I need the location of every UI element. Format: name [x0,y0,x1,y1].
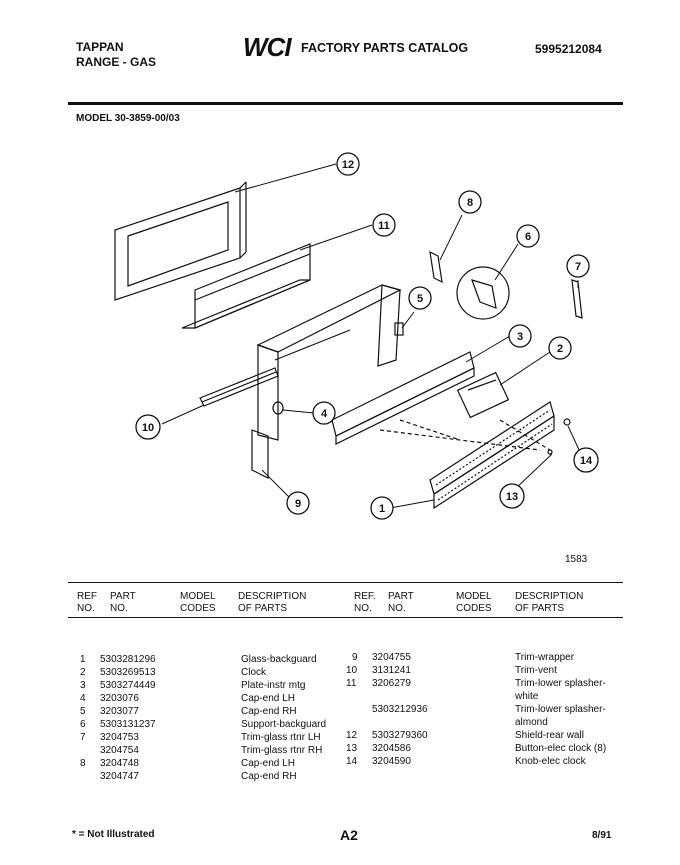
callout-3: 3 [516,331,524,343]
right-desc-header: DESCRIPTION OF PARTS [515,591,584,614]
category: RANGE - GAS [76,55,157,69]
part-8-cap-end [430,252,442,282]
left-part-header: PART NO. [110,591,136,614]
callout-6: 6 [524,231,532,243]
callout-1: 1 [378,503,386,515]
left-model-header: MODEL CODES [180,591,216,614]
left-ref-header: REF NO. [77,591,97,614]
part-10-trim-vent [200,368,278,406]
part-12-shield-rear-wall [115,182,246,300]
diagram-number: 1583 [565,554,588,565]
part-1-glass-backguard [430,402,554,508]
catalog-title: FACTORY PARTS CATALOG [301,41,469,55]
exploded-parts-diagram [100,140,620,540]
not-illustrated-note: * = Not Illustrated [72,829,155,840]
part-13-button-elec-clock [548,450,552,454]
part-7-trim-glass-rtnr [572,280,582,318]
table-top-rule [68,582,623,583]
right-part-header: PART NO. [388,591,414,614]
header-rule [68,102,623,105]
callout-9: 9 [294,498,302,510]
part-14-knob-elec-clock [564,419,570,425]
callout-10: 10 [141,422,155,434]
brand: TAPPAN [76,40,124,54]
table-header-rule [68,617,623,618]
callout-7: 7 [574,261,582,273]
left-desc-header: DESCRIPTION OF PARTS [238,591,307,614]
revision-date: 8/91 [592,830,612,841]
part-2-clock [458,373,509,418]
catalog-number: 5995212084 [535,42,602,56]
callout-14: 14 [579,455,593,467]
callout-13: 13 [505,491,519,503]
callout-11: 11 [378,220,390,232]
callout-12: 12 [341,159,355,171]
right-model-header: MODEL CODES [456,591,492,614]
part-3-plate-instr-mtg [332,352,474,444]
page-number: A2 [340,827,358,843]
model-label: MODEL 30-3859-00/03 [76,113,180,124]
part-9-trim-wrapper [252,285,400,478]
callout-2: 2 [556,343,564,355]
wci-logo: WCI [243,32,291,62]
callout-5: 5 [416,293,424,305]
part-11-trim-lower-splasher [182,244,310,328]
part-6-support-backguard [457,267,509,319]
right-ref-header: REF. NO. [354,591,376,614]
part-5-cap-end-rh [395,323,403,335]
callout-4: 4 [320,408,328,420]
callout-8: 8 [466,197,474,209]
